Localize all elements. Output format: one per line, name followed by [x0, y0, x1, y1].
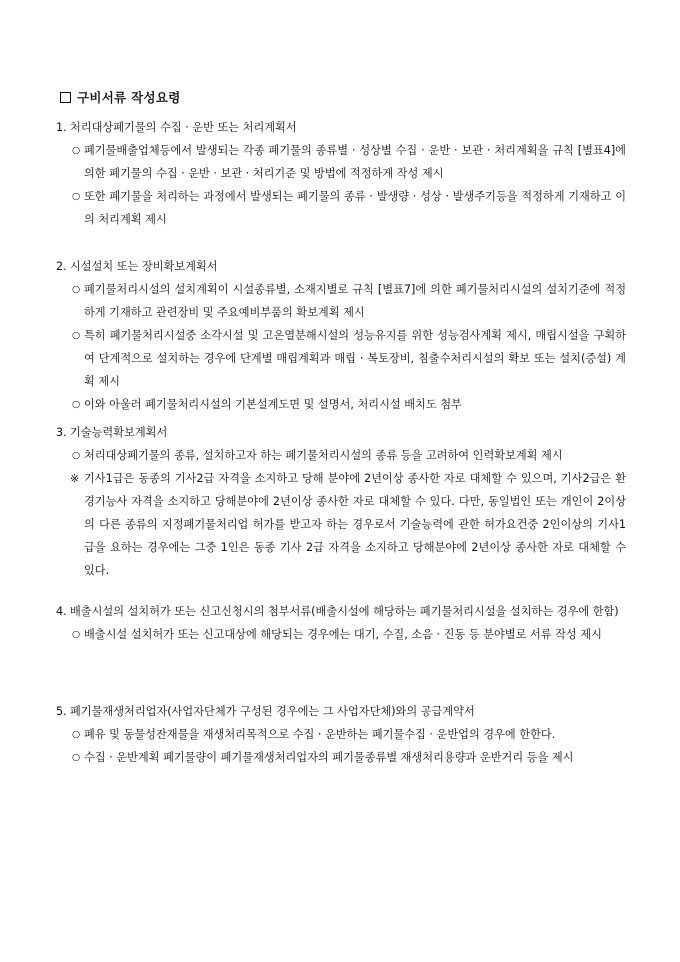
- list-item: ○ 수집 · 운반계획 폐기물량이 폐기물재생처리업자의 폐기물종류별 재생처리용량과 운반거리 등을 제시: [56, 746, 626, 769]
- list-item: ○ 이와 아울러 폐기물처리시설의 기본설계도면 및 설명서, 처리시설 배치도 첨부: [56, 393, 626, 416]
- circle-bullet-icon: ○: [72, 145, 81, 156]
- circle-bullet-icon: ○: [72, 629, 81, 640]
- list-item: ○ 특히 폐기물처리시설중 소각시설 및 고온열분해시설의 성능유지를 위한 성능검사계획 제시, 매립시설을 구획하여 단계적으로 설치하는 경우에 단계별 매립계획과 매립 · 복토장비, 침출수처리시설의 확보 또는 설치(증설) 계획 제시: [56, 324, 626, 393]
- section-3: [56, 421, 626, 582]
- list-item: ○ 폐유 및 동물성잔재물을 재생처리목적으로 수집 · 운반하는 폐기물수집 · 운반업의 경우에 한한다.: [56, 723, 626, 746]
- section-4-title: 4. 배출시설의 설치허가 또는 신고신청시의 첨부서류(배출시설에 해당하는 폐기물처리시설을 설치하는 경우에 한함): [56, 605, 619, 618]
- list-item: ○ 폐기물처리시설의 설치계획이 시설종류별, 소재지별로 규칙 [별표7]에 의한 폐기물처리시설의 설치기준에 적정하게 기재하고 관련장비 및 주요예비부품의 확보계획 제시: [56, 278, 626, 324]
- circle-bullet-icon: ○: [72, 284, 81, 295]
- circle-bullet-icon: ○: [72, 399, 81, 410]
- section-3-title: 3. 기술능력확보계획서: [56, 426, 168, 439]
- circle-bullet-icon: ○: [72, 191, 81, 202]
- section-1: [56, 116, 626, 231]
- circle-bullet-icon: ○: [72, 330, 81, 341]
- section-2-title: 2. 시설설치 또는 장비확보계획서: [56, 260, 218, 273]
- reference-mark-icon: ※: [70, 472, 80, 485]
- square-bullet-icon: [60, 92, 71, 103]
- list-item: ○ 폐기물배출업체등에서 발생되는 각종 폐기물의 종류별 · 성상별 수집 · 운반 · 보관 · 처리계획을 규칙 [별표4]에 의한 폐기물의 수집 · 운반 · 보관 · 처리기준 및 방법에 적정하게 작성 제시: [56, 139, 626, 185]
- list-item: ○ 처리대상폐기물의 종류, 설치하고자 하는 폐기물처리시설의 종류 등을 고려하여 인력확보계획 제시: [56, 444, 626, 467]
- heading-text: 구비서류 작성요령: [77, 90, 181, 105]
- section-4: [56, 600, 626, 646]
- section-1-title: 1. 처리대상폐기물의 수집 · 운반 또는 처리계획서: [56, 121, 297, 134]
- section-heading: [60, 88, 181, 106]
- circle-bullet-icon: ○: [72, 752, 81, 763]
- circle-bullet-icon: ○: [72, 729, 81, 740]
- section-5: [56, 700, 626, 769]
- list-item: ○ 또한 폐기물을 처리하는 과정에서 발생되는 폐기물의 종류 · 발생량 · 성상 · 발생주기등을 적정하게 기재하고 이의 처리계획 제시: [56, 185, 626, 231]
- note-item: ※ 기사1급은 동종의 기사2급 자격을 소지하고 당해 분야에 2년이상 종사한 자로 대체할 수 있으며, 기사2급은 환경기능사 자격을 소지하고 당해분야에 2년이상 종사한 자로 대체할 수 있다. 다만, 동일법인 또는 개인이 2이상의 다른 종류의 지정폐기물처리업 허가를 받고자 하는 경우로서 기술능력에 관한 허가요건중 2인이상의 기사1급을 요하는 경우에는 그중 1인은 동종 기사 2급 자격을 소지하고 당해분야에 2년이상 종사한 자로 대체할 수 있다.: [56, 467, 626, 582]
- list-item: ○ 배출시설 설치허가 또는 신고대상에 해당되는 경우에는 대기, 수질, 소음 · 진동 등 분야별로 서류 작성 제시: [56, 623, 626, 646]
- section-2: [56, 255, 626, 416]
- section-5-title: 5. 폐기물재생처리업자(사업자단체가 구성된 경우에는 그 사업자단체)와의 공급계약서: [56, 705, 475, 718]
- circle-bullet-icon: ○: [72, 450, 81, 461]
